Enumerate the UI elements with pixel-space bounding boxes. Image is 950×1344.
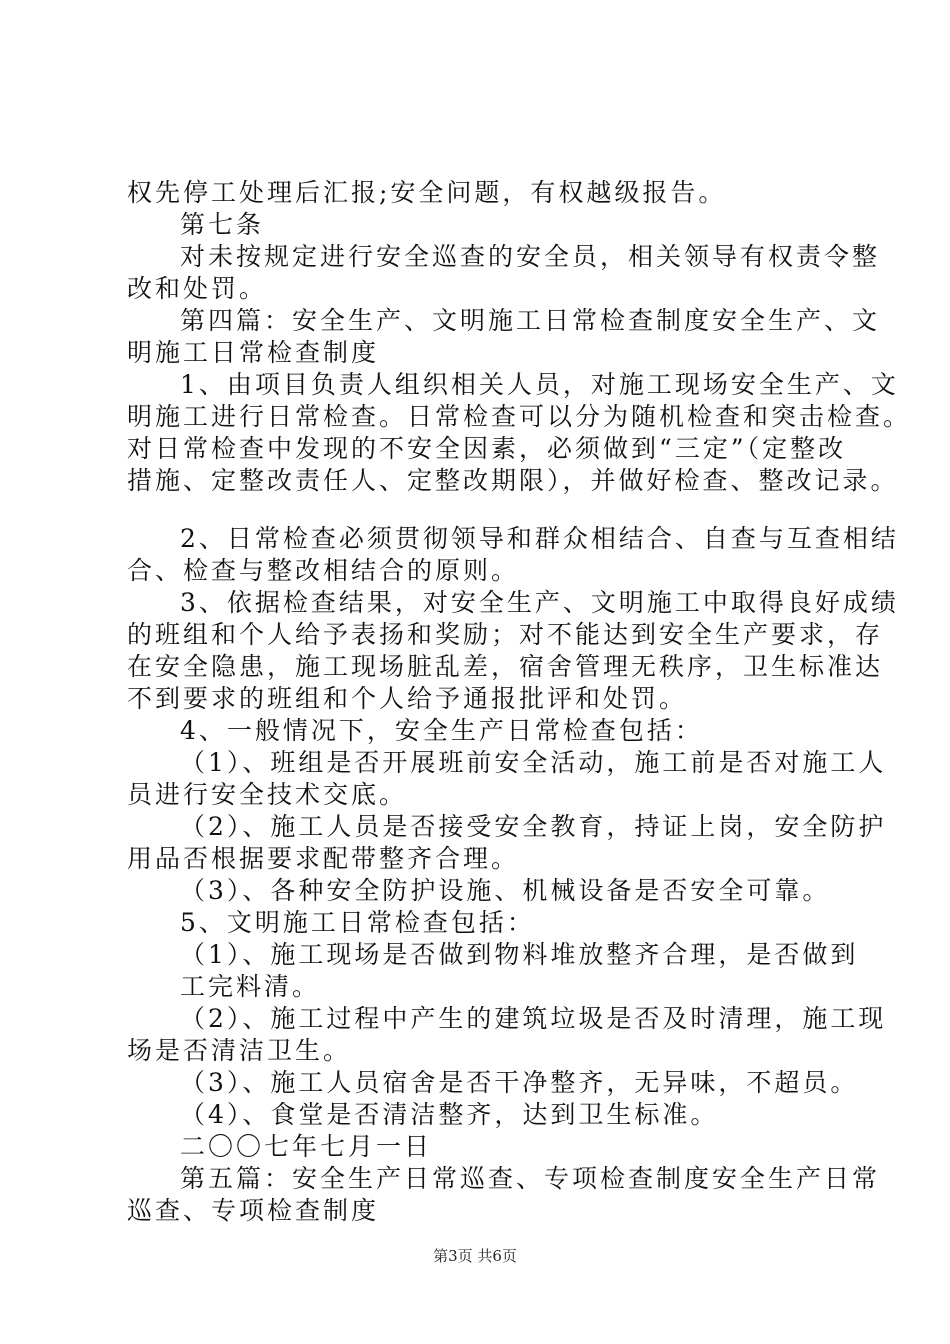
text-line: （2）、施工人员是否接受安全教育，持证上岗，安全防护: [180, 812, 887, 841]
text-line: 场是否清洁卫生。: [127, 1036, 352, 1065]
text-line: 1、由项目负责人组织相关人员，对施工现场安全生产、文: [180, 370, 899, 399]
text-line: 用品否根据要求配带整齐合理。: [127, 844, 520, 873]
section-heading: 巡查、专项检查制度: [127, 1196, 380, 1225]
text-line: （1）、班组是否开展班前安全活动，施工前是否对施工人: [180, 748, 887, 777]
text-line: 的班组和个人给予表扬和奖励；对不能达到安全生产要求，存: [127, 620, 884, 649]
text-line: （3）、各种安全防护设施、机械设备是否安全可靠。: [180, 876, 831, 905]
text-line: 3、依据检查结果，对安全生产、文明施工中取得良好成绩: [180, 588, 899, 617]
text-line: 在安全隐患，施工现场脏乱差，宿舍管理无秩序，卫生标准达: [127, 652, 884, 681]
text-line: 措施、定整改责任人、定整改期限），并做好检查、整改记录。: [127, 466, 899, 495]
text-line: 5、文明施工日常检查包括：: [180, 908, 535, 937]
text-line: （3）、施工人员宿舍是否干净整齐，无异味，不超员。: [180, 1068, 859, 1097]
text-line: 合、检查与整改相结合的原则。: [127, 556, 520, 585]
text-line: （1）、施工现场是否做到物料堆放整齐合理，是否做到: [180, 940, 859, 969]
article-heading: 第七条: [180, 210, 265, 239]
page-number-footer: 第3页 共6页: [433, 1247, 517, 1265]
text-line: 对日常检查中发现的不安全因素，必须做到“三定”（定整改: [127, 434, 847, 463]
text-line: 不到要求的班组和个人给予通报批评和处罚。: [127, 684, 688, 713]
text-line: 员进行安全技术交底。: [127, 780, 408, 809]
text-line: 改和处罚。: [127, 274, 268, 303]
section-heading: 第五篇：安全生产日常巡查、专项检查制度安全生产日常: [180, 1164, 881, 1193]
text-line: 工完料清。: [180, 972, 321, 1001]
section-heading: 第四篇：安全生产、文明施工日常检查制度安全生产、文: [180, 306, 881, 335]
text-line: （2）、施工过程中产生的建筑垃圾是否及时清理，施工现: [180, 1004, 887, 1033]
text-line: （4）、食堂是否清洁整齐，达到卫生标准。: [180, 1100, 719, 1129]
text-line: 2、日常检查必须贯彻领导和群众相结合、自查与互查相结: [180, 524, 899, 553]
section-heading: 明施工日常检查制度: [127, 338, 380, 367]
text-line: 4、一般情况下，安全生产日常检查包括：: [180, 716, 703, 745]
text-line: 明施工进行日常检查。日常检查可以分为随机检查和突击检查。: [127, 402, 912, 431]
date-line: 二〇〇七年七月一日: [180, 1132, 433, 1161]
text-line: 权先停工处理后汇报;安全问题，有权越级报告。: [127, 178, 727, 207]
text-line: 对未按规定进行安全巡查的安全员，相关领导有权责令整: [180, 242, 881, 271]
